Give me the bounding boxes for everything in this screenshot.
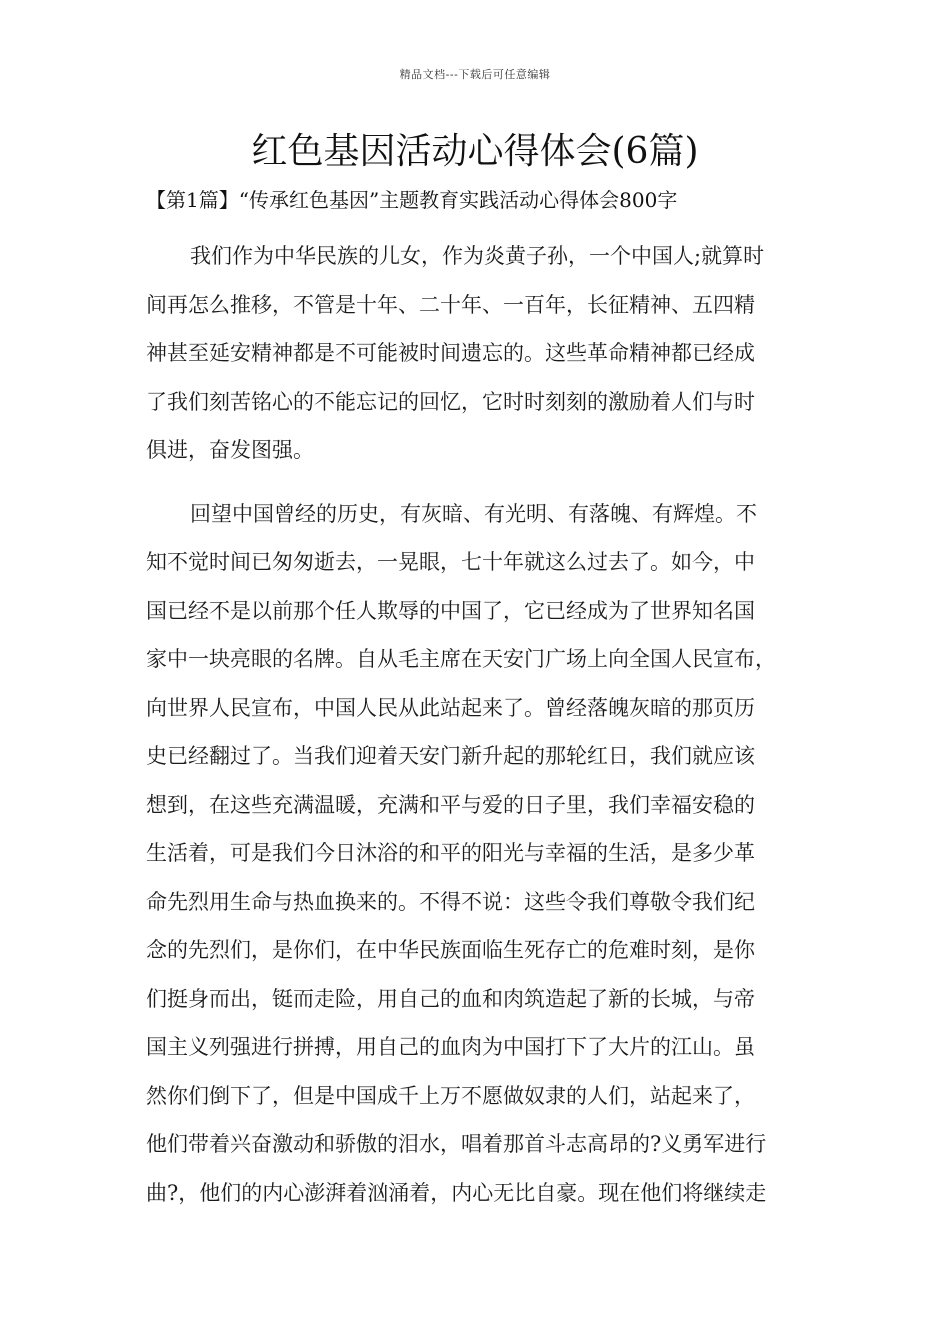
paragraph-line: 向世界人民宣布，中国人民从此站起来了。曾经落魄灰暗的那页历 bbox=[146, 695, 755, 720]
paragraph-line: 然你们倒下了，但是中国成千上万不愿做奴隶的人们，站起来了， bbox=[146, 1083, 755, 1108]
paragraph-line: 间再怎么推移，不管是十年、二十年、一百年，长征精神、五四精 bbox=[146, 292, 755, 317]
paragraph-line: 知不觉时间已匆匆逝去，一晃眼，七十年就这么过去了。如今，中 bbox=[146, 550, 755, 574]
header-note: 精品文档---下载后可任意编辑 bbox=[399, 68, 551, 81]
paragraph-line: 俱进，奋发图强。 bbox=[146, 438, 314, 462]
paragraph-line: 神甚至延安精神都是不可能被时间遗忘的。这些革命精神都已经成 bbox=[146, 341, 755, 365]
paragraph-line: 回望中国曾经的历史，有灰暗、有光明、有落魄、有辉煌。不 bbox=[190, 501, 757, 526]
paragraph-line: 念的先烈们，是你们，在中华民族面临生死存亡的危难时刻，是你 bbox=[146, 938, 755, 962]
paragraph-line: 我们作为中华民族的儿女，作为炎黄子孙，一个中国人;就算时 bbox=[190, 244, 765, 268]
document-body bbox=[146, 232, 822, 1217]
paragraph-2 bbox=[146, 490, 822, 1218]
paragraph-line: 命先烈用生命与热血换来的。不得不说：这些令我们尊敬令我们纪 bbox=[146, 889, 755, 914]
paragraph-line: 史已经翻过了。当我们迎着天安门新升起的那轮红日，我们就应该 bbox=[146, 744, 755, 768]
paragraph-line: 国主义列强进行拼搏，用自己的血肉为中国打下了大片的江山。虽 bbox=[146, 1035, 755, 1059]
paragraph-line: 了我们刻苦铭心的不能忘记的回忆，它时时刻刻的激励着人们与时 bbox=[146, 389, 755, 414]
paragraph-line: 们挺身而出，铤而走险，用自己的血和肉筑造起了新的长城，与帝 bbox=[146, 986, 755, 1011]
paragraph-1 bbox=[146, 232, 822, 475]
paragraph-line: 家中一块亮眼的名牌。自从毛主席在天安门广场上向全国人民宣布， bbox=[146, 647, 776, 671]
paragraph-line: 他们带着兴奋激动和骄傲的泪水，唱着那首斗志高昂的?义勇军进行 bbox=[146, 1132, 767, 1156]
paragraph-spacer bbox=[146, 475, 822, 490]
paragraph-line: 曲?，他们的内心澎湃着汹涌着，内心无比自豪。现在他们将继续走 bbox=[146, 1180, 767, 1205]
paragraph-line: 国已经不是以前那个任人欺辱的中国了，它已经成为了世界知名国 bbox=[146, 598, 755, 623]
paragraph-line: 生活着，可是我们今日沐浴的和平的阳光与幸福的生活，是多少革 bbox=[146, 841, 755, 865]
page-title: 红色基因活动心得体会(6篇) bbox=[251, 131, 699, 172]
paragraph-line: 想到，在这些充满温暖，充满和平与爱的日子里，我们幸福安稳的 bbox=[146, 792, 755, 817]
section-heading: 【第1篇】“传承红色基因”主题教育实践活动心得体会800字 bbox=[146, 188, 678, 212]
